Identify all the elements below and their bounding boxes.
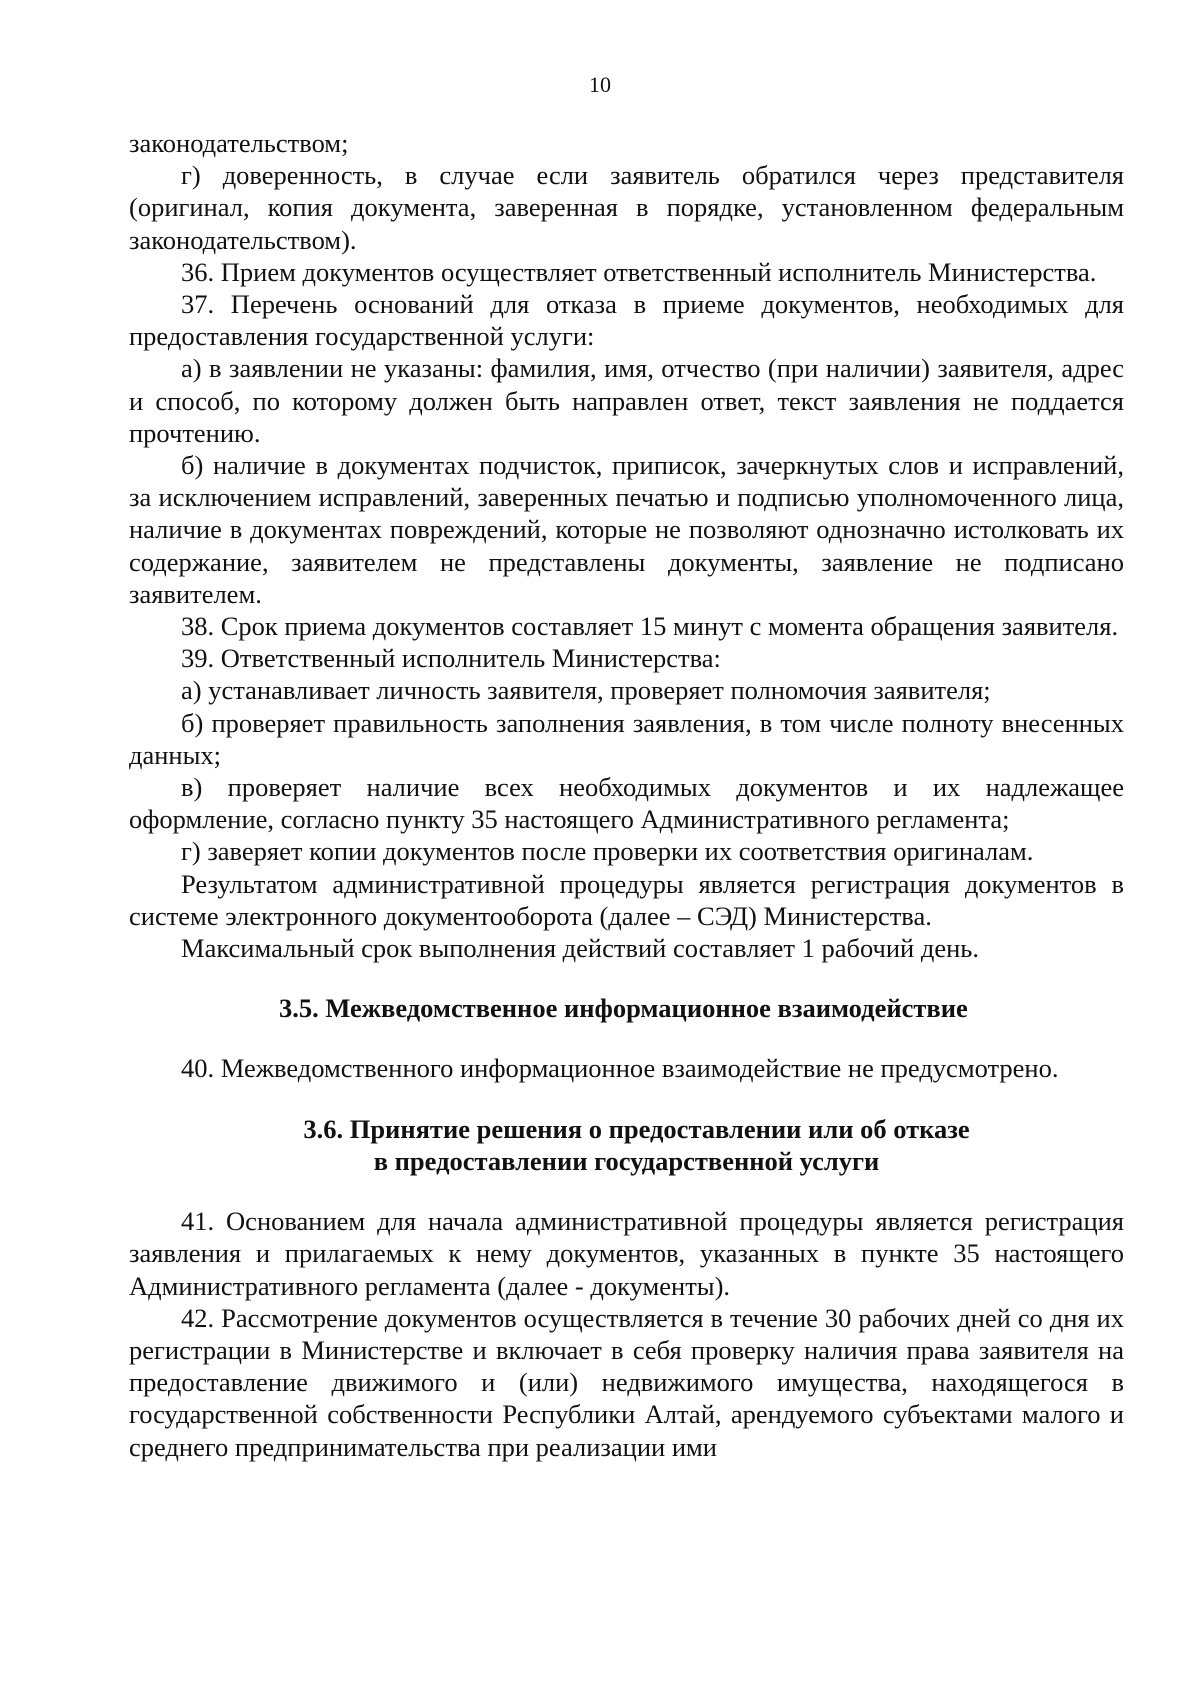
paragraph-continuation: законодательством; (129, 128, 349, 158)
paragraph-39-a: а) устанавливает личность заявителя, проверяет полномочия заявителя; (181, 675, 991, 706)
paragraph-42: 42. Рассмотрение документов осуществляется в течение 30 рабочих дней со дня их регистрации в Министерстве и включает в себя проверку наличия права заявителя на предоставление движимого и (или) недвижимого имущества, находящегося в государственной собственности Республики Алтай, арендуемого субъектами малого и среднего предпринимательства при реализации ими (129, 1302, 1124, 1462)
paragraph-37-b: б) наличие в документах подчисток, приписок, зачеркнутых слов и исправлений, за исключением исправлений, заверенных печатью и подписью уполномоченного лица, наличие в документах повреждений, которые не позволяют однозначно истолковать их содержание, заявителем не представлены документы, заявление не подписано заявителем. (129, 450, 1124, 609)
paragraph-40: 40. Межведомственного информационное взаимодействие не предусмотрено. (181, 1053, 1059, 1084)
paragraph-39-g: г) заверяет копии документов после проверки их соответствия оригиналам. (181, 836, 1034, 867)
paragraph-39: 39. Ответственный исполнитель Министерства: (181, 643, 721, 674)
document-body (129, 127, 1124, 1463)
paragraph-38: 38. Срок приема документов составляет 15 минут с момента обращения заявителя. (181, 611, 1119, 642)
paragraph-41: 41. Основанием для начала административной процедуры является регистрация заявления и прилагаемых к нему документов, указанных в пункте 35 настоящего Административного регламента (далее - документы). (129, 1206, 1124, 1301)
paragraph-36: 36. Прием документов осуществляет ответственный исполнитель Министерства. (181, 256, 1097, 287)
section-heading-3-5: 3.5. Межведомственное информационное взаимодействие (279, 993, 968, 1024)
section-heading-3-6 (129, 1113, 1124, 1177)
paragraph-37: 37. Перечень оснований для отказа в приеме документов, необходимых для предоставления государственной услуги: (129, 289, 1124, 352)
paragraph-39-v: в) проверяет наличие всех необходимых документов и их надлежащее оформление, согласно пункту 35 настоящего Административного регламента; (129, 772, 1124, 835)
paragraph-39-b: б) проверяет правильность заполнения заявления, в том числе полноту внесенных данных; (129, 707, 1124, 770)
paragraph-37-a: а) в заявлении не указаны: фамилия, имя, отчество (при наличии) заявителя, адрес и способ, по которому должен быть направлен ответ, текст заявления не поддается прочтению. (129, 353, 1124, 448)
section-heading-3-6-line1: 3.6. Принятие решения о предоставлении или об отказе (303, 1113, 970, 1144)
section-heading-3-6-line2: в предоставлении государственной услуги (373, 1145, 880, 1176)
paragraph-result: Результатом административной процедуры является регистрация документов в системе электронного документооборота (далее – СЭД) Министерства. (129, 868, 1124, 931)
paragraph-item-g-power-of-attorney: г) доверенность, в случае если заявитель обратился через представителя (оригинал, копия документа, заверенная в порядке, установленном федеральным законодательством). (129, 160, 1124, 255)
page-number: 10 (589, 72, 611, 97)
paragraph-max-term: Максимальный срок выполнения действий составляет 1 рабочий день. (181, 933, 979, 964)
